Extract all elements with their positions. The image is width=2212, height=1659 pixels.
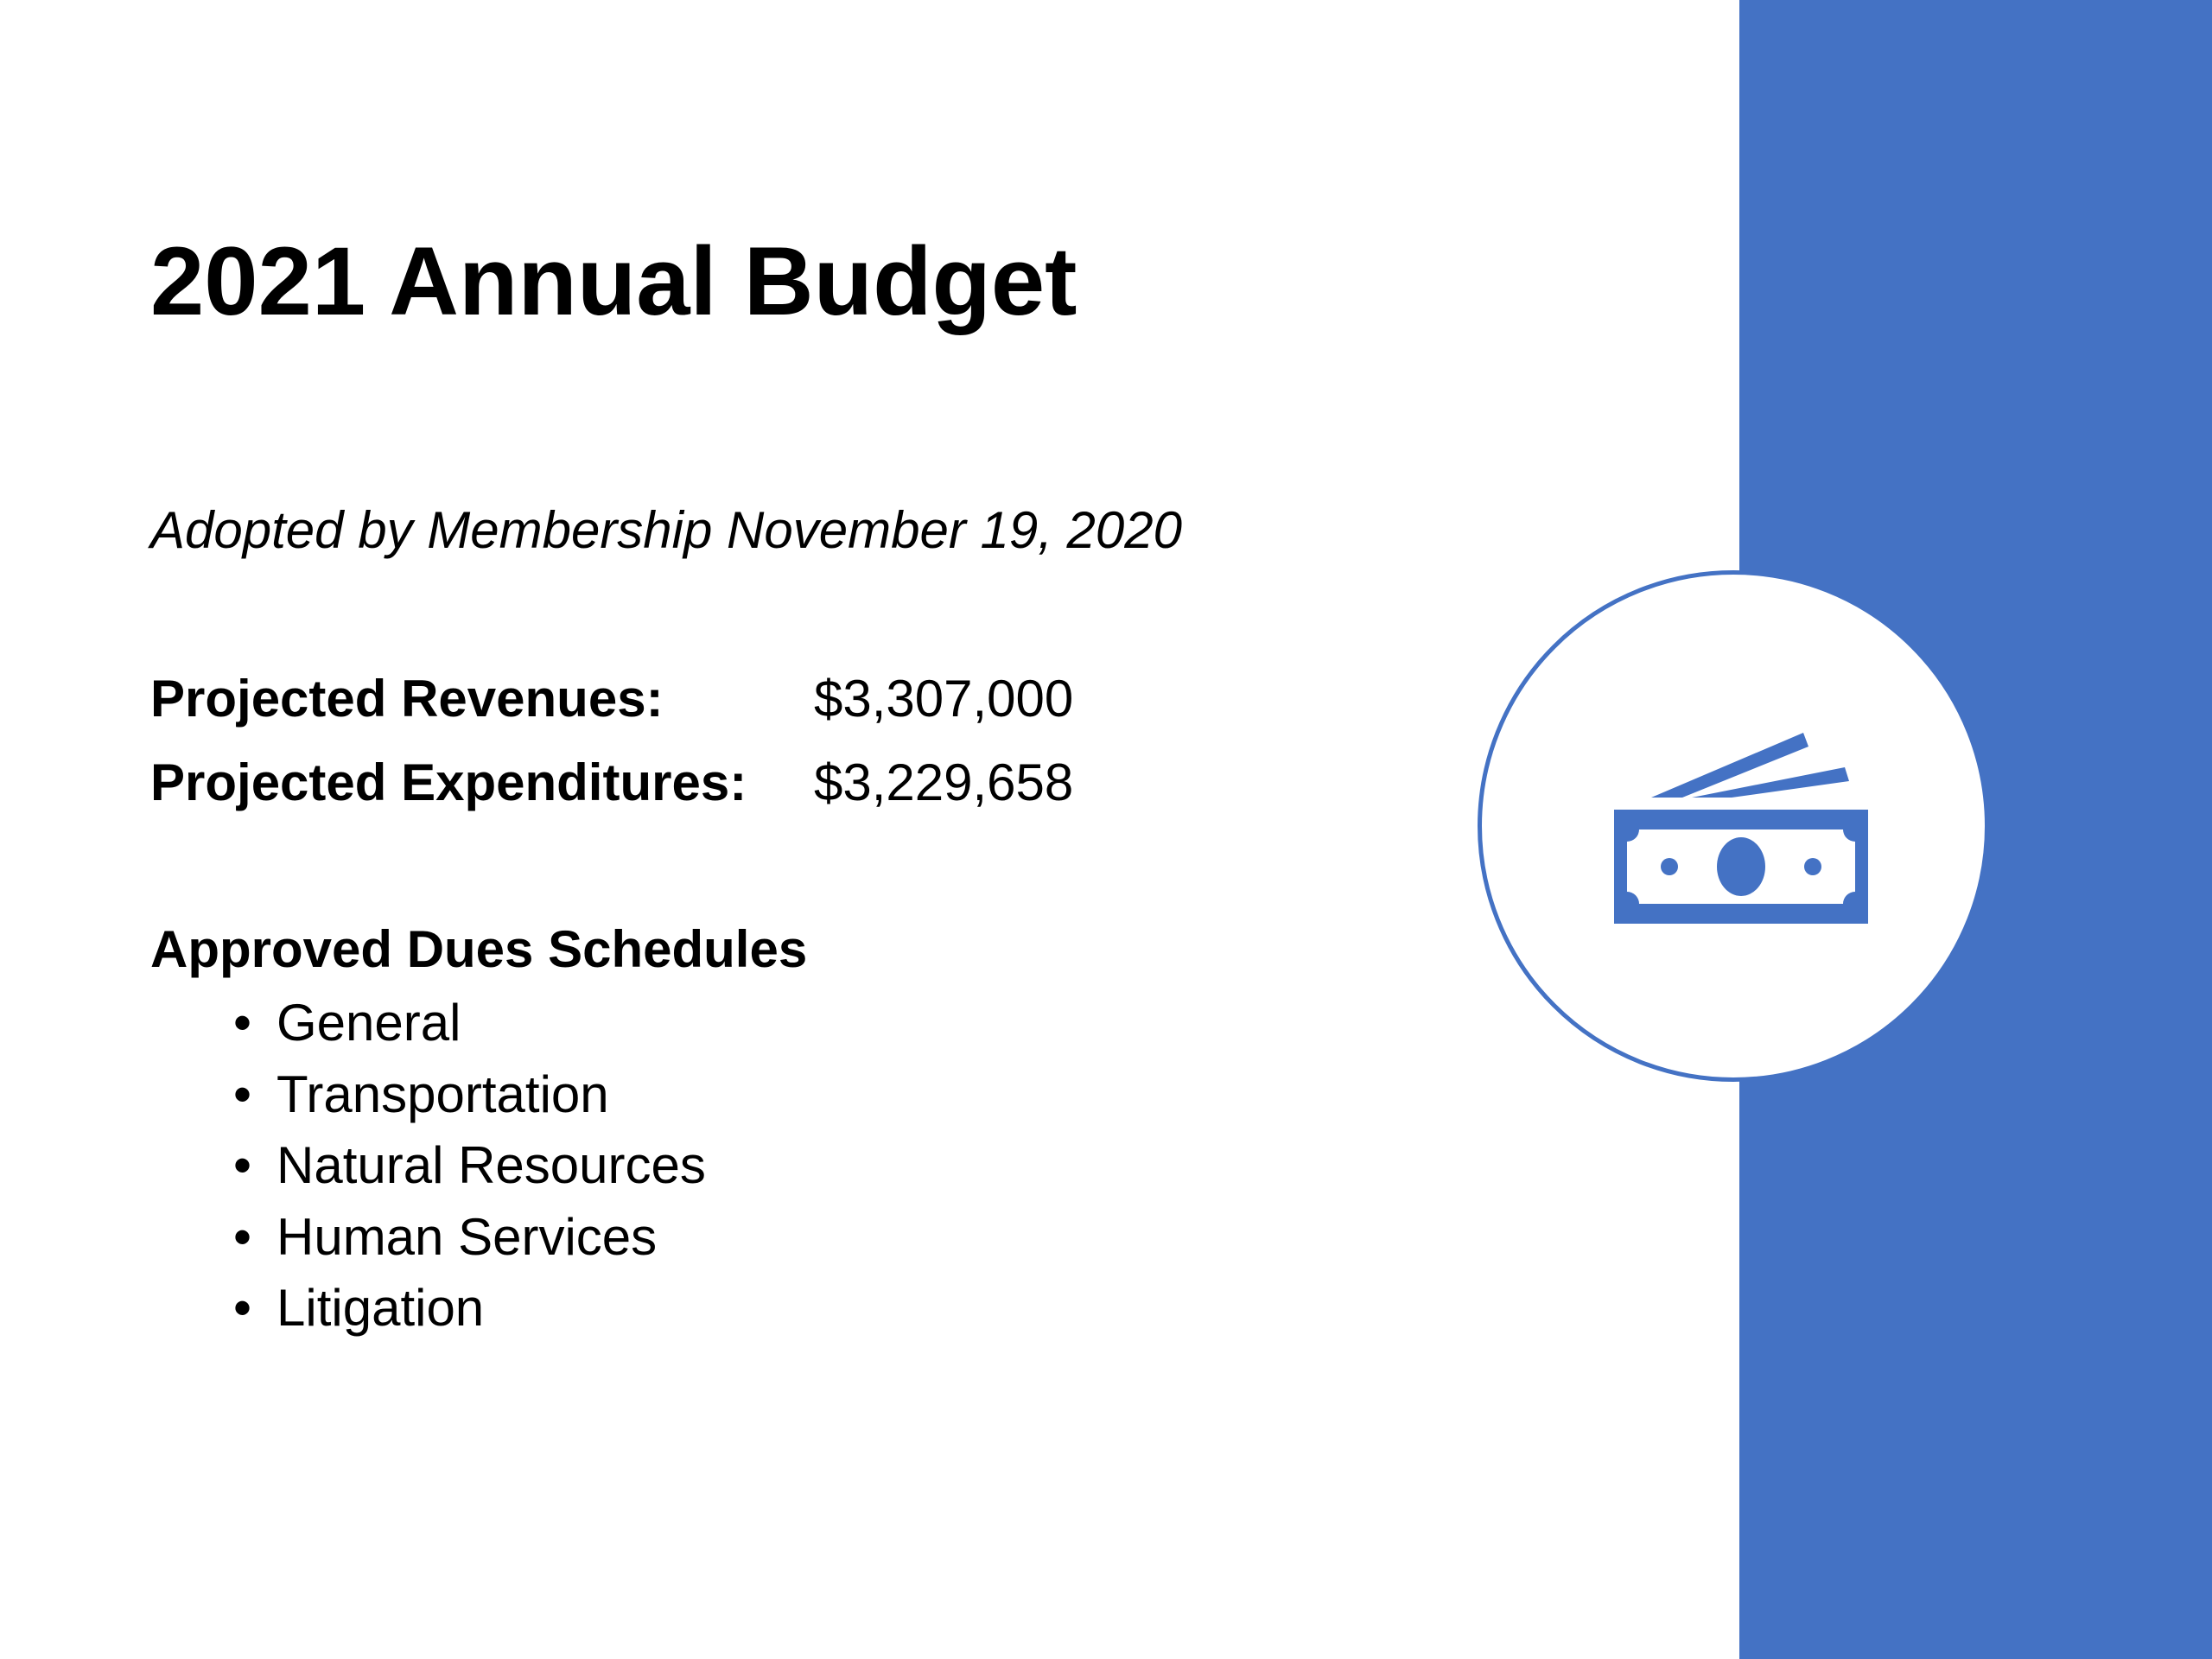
schedule-label: Natural Resources — [276, 1136, 706, 1194]
schedule-label: Litigation — [276, 1279, 485, 1337]
schedule-label: General — [276, 994, 461, 1052]
list-item — [233, 1135, 706, 1206]
revenues-label: Projected Revenues: — [150, 670, 664, 728]
slide-title: 2021 Annual Budget — [150, 227, 1077, 335]
expenditures-value: $3,229,658 — [814, 753, 1074, 811]
schedules-list — [233, 992, 706, 1349]
list-item — [233, 1064, 706, 1135]
bullet-icon: • — [233, 1207, 252, 1266]
bullet-icon: • — [233, 994, 252, 1052]
schedule-label: Transportation — [276, 1065, 609, 1123]
revenues-value: $3,307,000 — [814, 670, 1074, 728]
money-icon — [1482, 575, 1985, 1077]
expenditures-label: Projected Expenditures: — [150, 753, 747, 811]
list-item — [233, 1277, 706, 1349]
schedule-label: Human Services — [276, 1207, 658, 1266]
adoption-subtitle: Adopted by Membership November 19, 2020 — [150, 501, 1183, 559]
list-item — [233, 1206, 706, 1278]
schedules-heading: Approved Dues Schedules — [150, 920, 808, 978]
bullet-icon: • — [233, 1279, 252, 1337]
icon-badge — [1478, 570, 1989, 1082]
bullet-icon: • — [233, 1136, 252, 1194]
list-item — [233, 992, 706, 1064]
bullet-icon: • — [233, 1065, 252, 1123]
